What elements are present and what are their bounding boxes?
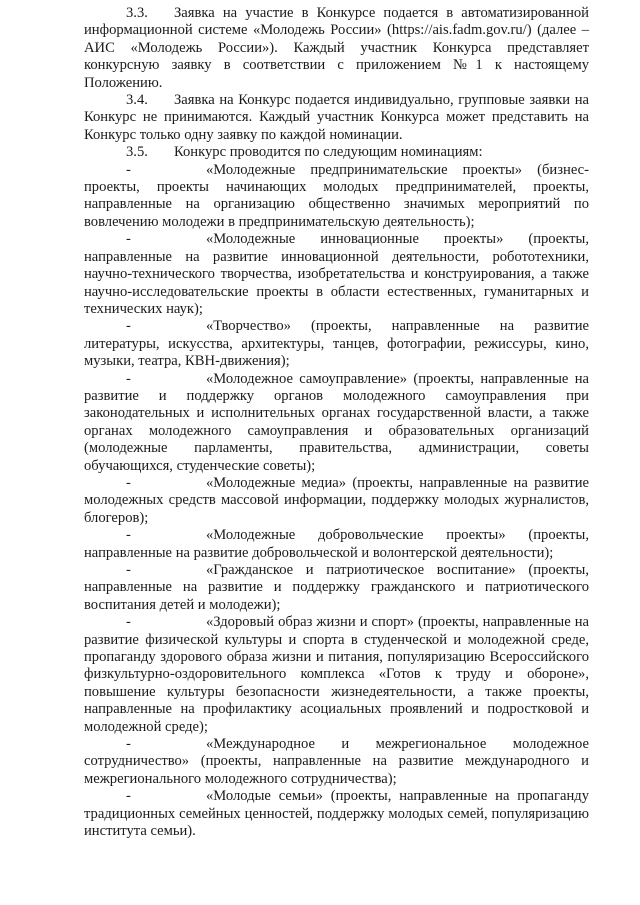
nomination-text: «Гражданское и патриотическое воспитание» (проекты, направленные на развитие и поддержку гражданского и патриотического воспитания детей и молодежи);	[84, 562, 589, 613]
nomination-text: «Молодежное самоуправление» (проекты, направленные на развитие и поддержку органов молодежного самоуправления при законодательных и исполнительных органах государственной власти, а также органах молодежного самоуправления и образовательных организаций (молодежные парламенты, правительства, администрации, советы обучающихся, студенческие советы);	[84, 370, 589, 474]
nomination-text: «Творчество» (проекты, направленные на развитие литературы, искусства, архитектуры, танцев, фотографии, режиссуры, кино, музыки, театра, КВН-движения);	[84, 318, 589, 370]
paragraph-number: 3.5.	[126, 144, 148, 161]
nomination-item	[84, 318, 589, 370]
nomination-item	[84, 614, 589, 736]
list-dash: -	[126, 318, 131, 335]
nomination-text: «Международное и межрегиональное молодежное сотрудничество» (проекты, направленные на развитие международного и межрегионального молодежного сотрудничества);	[84, 736, 589, 787]
paragraph-3-3	[84, 5, 589, 92]
nomination-item	[84, 475, 589, 527]
list-dash: -	[126, 474, 131, 491]
list-dash: -	[126, 562, 131, 578]
nomination-item	[84, 371, 589, 475]
nomination-text: «Молодежные добровольческие проекты» (проекты, направленные на развитие добровольческой и волонтерской деятельности);	[84, 527, 589, 561]
paragraph-number: 3.3.	[126, 5, 148, 21]
list-dash: -	[126, 788, 131, 805]
nomination-item	[84, 736, 589, 788]
paragraph-text: Заявка на Конкурс подается индивидуально, групповые заявки на Конкурс не принимаются. Каждый участник Конкурса может представить на Конкурс только одну заявку по каждой номинации.	[84, 92, 589, 143]
paragraph-3-4	[84, 92, 589, 144]
list-dash: -	[126, 161, 131, 178]
paragraph-text: Заявка на участие в Конкурсе подается в автоматизированной информационной системе «Молодежь России» (https://ais.fadm.gov.ru/) (далее – АИС «Молодежь России»). Каждый участник Конкурса представляет конкурсную заявку в соответствии с приложением №1 к настоящему Положению.	[84, 5, 589, 91]
nomination-text: «Молодые семьи» (проекты, направленные на пропаганду традиционных семейных ценностей, поддержку молодых семей, популяризацию института семьи).	[84, 788, 589, 840]
list-dash: -	[126, 231, 131, 248]
nomination-text: «Молодежные предпринимательские проекты» (бизнес-проекты, проекты начинающих молодых предпринимателей, проекты, направленные на организацию общественно значимых мероприятий по вовлечению молодежи в предпринимательскую деятельность);	[84, 161, 589, 230]
list-dash: -	[126, 527, 131, 544]
nomination-text: «Здоровый образ жизни и спорт» (проекты, направленные на развитие физической культуры и спорта в студенческой и молодежной среде, пропаганду здорового образа жизни и питания, популяризацию Всероссийского физкультурно-оздоровительного комплекса «Готов к труду и обороне», повышение культуры безопасности жизнедеятельности, а также проекты, направленные на профилактику асоциальных проявлений и подростковой и молодежной среде);	[84, 614, 589, 735]
paragraph-number: 3.4.	[126, 92, 148, 109]
paragraph-3-5	[84, 144, 589, 161]
nomination-text: «Молодежные инновационные проекты» (проекты, направленные на развитие инновационной деятельности, робототехники, научно-технического творчества, изобретательства и конструирования, а также научно-исследовательские проекты в области естественных, гуманитарных и технических наук);	[84, 231, 589, 317]
document-page	[84, 5, 589, 841]
nomination-item	[84, 527, 589, 562]
nomination-item	[84, 231, 589, 318]
list-dash: -	[126, 614, 131, 631]
nomination-item	[84, 788, 589, 840]
nomination-text: «Молодежные медиа» (проекты, направленные на развитие молодежных средств массовой информации, поддержку молодых журналистов, блогеров);	[84, 474, 589, 526]
paragraph-text: Конкурс проводится по следующим номинациям:	[174, 144, 483, 161]
nomination-item	[84, 562, 589, 614]
nomination-item	[84, 162, 589, 232]
list-dash: -	[126, 370, 131, 387]
list-dash: -	[126, 736, 131, 753]
